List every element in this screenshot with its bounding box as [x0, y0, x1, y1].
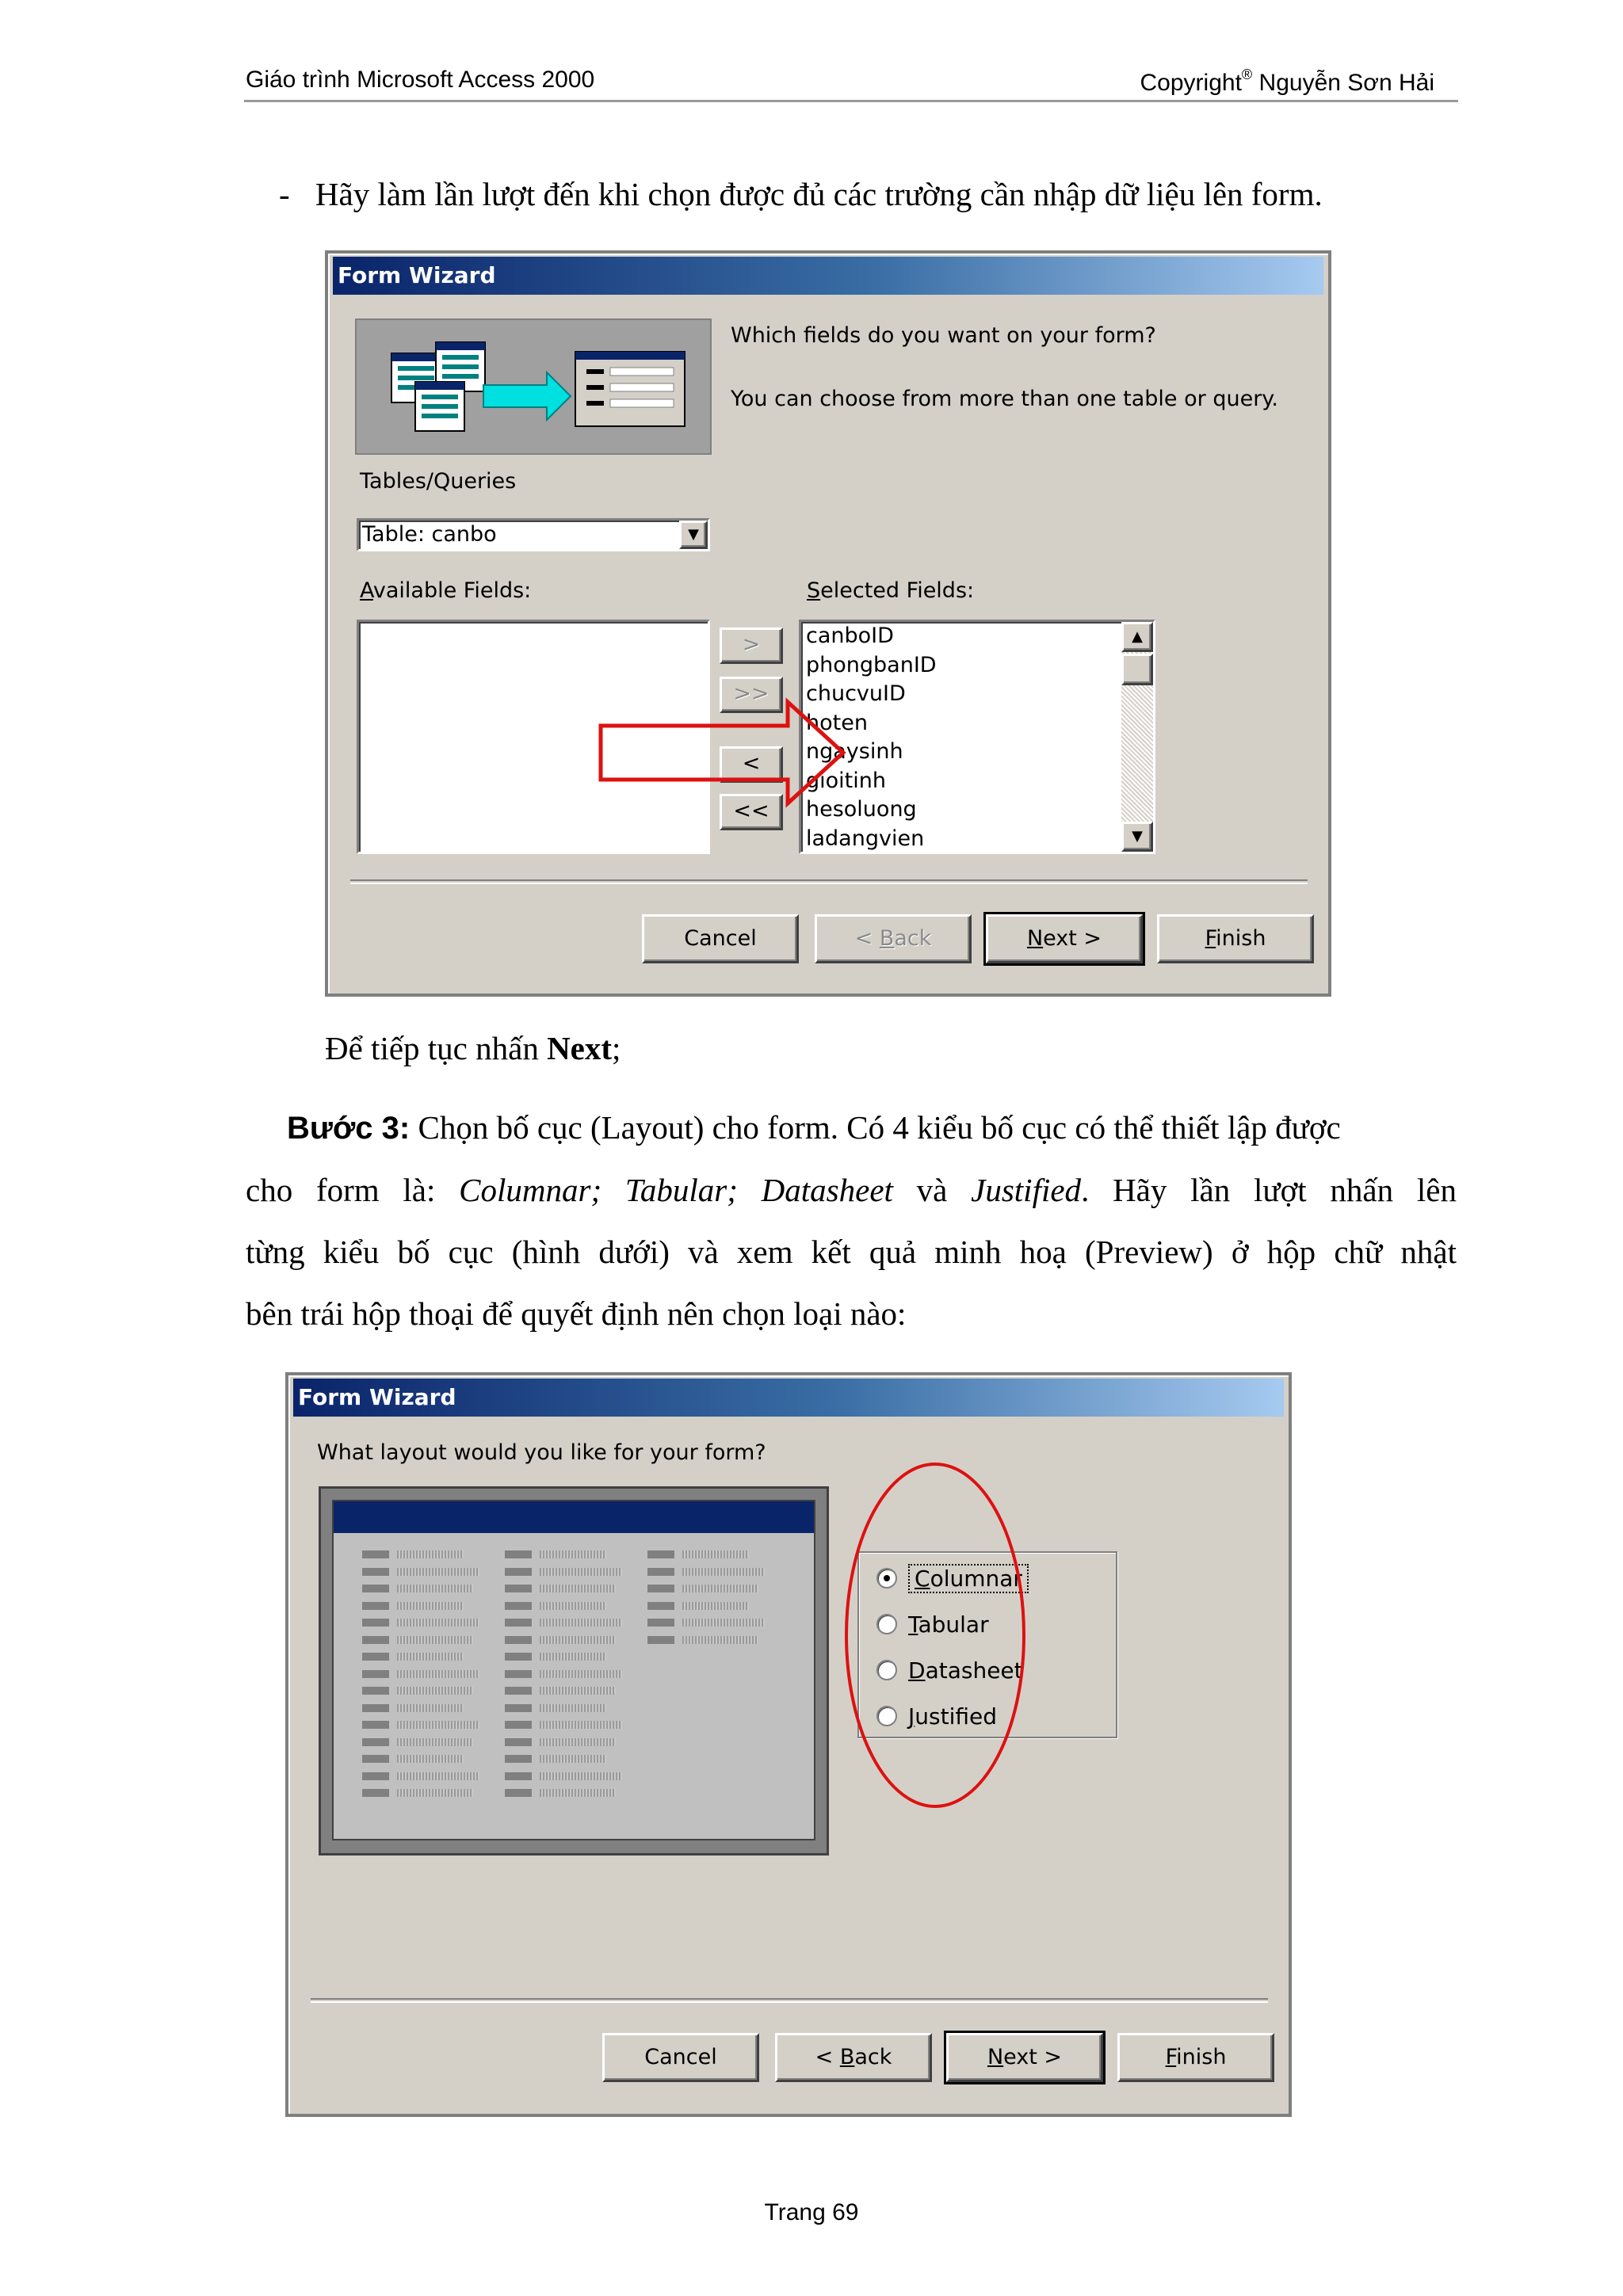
- scrollbar-thumb[interactable]: [1121, 654, 1153, 685]
- wizard-illustration: [355, 318, 712, 455]
- form-wizard-fields-dialog: [325, 250, 1331, 997]
- preview-label-bar: [647, 1550, 674, 1558]
- header-rule: [244, 100, 1458, 102]
- preview-field-bar: [540, 1670, 622, 1678]
- preview-field-bar: [397, 1602, 464, 1610]
- columnar-rest: olumnar: [930, 1566, 1022, 1592]
- bullet-item: [279, 163, 1323, 225]
- preview-label-bar: [505, 1636, 532, 1644]
- cancel-button[interactable]: Cancel: [642, 914, 799, 963]
- remove-all-fields-button[interactable]: <<: [720, 794, 783, 830]
- step3-line2-justified: Justified: [971, 1172, 1082, 1208]
- preview-label-bar: [505, 1738, 532, 1746]
- preview-label-bar: [505, 1653, 532, 1661]
- preview-label-bar: [505, 1789, 532, 1797]
- back-button-2-accesskey: B: [839, 2045, 855, 2069]
- scroll-down-icon[interactable]: ▼: [1121, 822, 1153, 852]
- finish-button-accesskey: F: [1205, 926, 1216, 951]
- preview-field-bar: [397, 1704, 464, 1712]
- preview-field-bar: [540, 1602, 606, 1610]
- tables-to-form-icon: [357, 320, 710, 453]
- preview-label-bar: [505, 1704, 532, 1712]
- finish-button-2-rest: inish: [1176, 2045, 1227, 2069]
- preview-field-bar: [397, 1789, 473, 1797]
- back-button-accesskey: B: [879, 926, 895, 951]
- author-name: Nguyễn Sơn Hải: [1258, 70, 1434, 96]
- preview-label-bar: [362, 1636, 389, 1644]
- preview-label-bar: [362, 1721, 389, 1729]
- preview-field-bar: [540, 1619, 622, 1627]
- preview-label-bar: [362, 1602, 389, 1610]
- red-arrow-annotation: [598, 697, 859, 808]
- preview-field-bar: [540, 1585, 616, 1592]
- preview-field-bar: [540, 1704, 606, 1712]
- preview-field-bar: [540, 1636, 616, 1644]
- step3-line2-layouts: Columnar; Tabular; Datasheet: [459, 1172, 893, 1208]
- preview-label-bar: [505, 1772, 532, 1780]
- selected-fields-label-text: elected Fields:: [820, 578, 975, 603]
- preview-label-bar: [362, 1619, 389, 1627]
- preview-label-bar: [362, 1687, 389, 1695]
- selected-field-item[interactable]: hesoluong: [806, 797, 917, 822]
- bullet-dash: -: [279, 176, 290, 212]
- preview-label-bar: [505, 1585, 532, 1592]
- selected-field-item[interactable]: phongbanID: [806, 652, 937, 677]
- tables-queries-label: Tables/Queries: [360, 469, 517, 494]
- preview-label-bar: [505, 1550, 532, 1558]
- dialog-titlebar: Form Wizard: [333, 257, 1323, 295]
- step3-paragraph: [246, 1097, 1457, 1344]
- finish-button-rest: inish: [1216, 926, 1266, 951]
- add-field-button[interactable]: >: [720, 627, 783, 664]
- preview-field-bar: [540, 1738, 616, 1746]
- preview-label-bar: [647, 1568, 674, 1576]
- preview-field-bar: [397, 1550, 464, 1558]
- preview-label-bar: [362, 1738, 389, 1746]
- preview-label-bar: [647, 1602, 674, 1610]
- preview-field-bar: [682, 1602, 749, 1610]
- page-number: Trang 69: [764, 2199, 859, 2225]
- preview-label-bar: [362, 1789, 389, 1797]
- preview-field-bar: [540, 1550, 606, 1558]
- tabular-rest: abular: [918, 1611, 989, 1638]
- preview-label-bar: [647, 1619, 674, 1627]
- back-button-2-rest: ack: [854, 2045, 892, 2069]
- preview-field-bar: [397, 1636, 473, 1644]
- continue-text: Để tiếp tục nhấn: [325, 1030, 548, 1066]
- next-button-accesskey: N: [1026, 926, 1044, 951]
- preview-field-bar: [540, 1789, 616, 1797]
- preview-field-bar: [682, 1568, 765, 1576]
- preview-field-bar: [540, 1755, 606, 1763]
- justified-rest: ustified: [915, 1703, 997, 1730]
- step3-line2: [246, 1159, 1457, 1221]
- registered-mark: ®: [1241, 67, 1253, 82]
- header-title: Giáo trình Microsoft Access 2000: [246, 67, 595, 93]
- step3-line2-c: . Hãy lần lượt nhấn lên: [1081, 1172, 1457, 1208]
- preview-field-bar: [682, 1550, 749, 1558]
- preview-label-bar: [505, 1568, 532, 1576]
- back-button-2-prefix: <: [815, 2045, 840, 2069]
- available-fields-accesskey: A: [360, 578, 373, 603]
- dialog2-separator: [311, 1998, 1268, 2003]
- tables-queries-select[interactable]: [357, 518, 710, 551]
- preview-field-bar: [397, 1568, 479, 1576]
- selected-fields-label: [807, 578, 974, 603]
- next-button[interactable]: [986, 914, 1143, 963]
- preview-field-bar: [397, 1585, 473, 1592]
- red-circle-annotation: [843, 1455, 1033, 1819]
- step3-line4: bên trái hộp thoại để quyết định nên chọn loại nào:: [246, 1295, 907, 1332]
- back-button-rest: ack: [894, 926, 932, 951]
- preview-label-bar: [362, 1550, 389, 1558]
- selected-field-item[interactable]: ngaysinh: [806, 739, 903, 764]
- preview-field-bar: [397, 1755, 464, 1763]
- tables-queries-value: Table: canbo: [362, 522, 497, 547]
- preview-label-bar: [647, 1585, 674, 1592]
- continue-bold: Next: [547, 1030, 613, 1066]
- finish-button-2-accesskey: F: [1165, 2045, 1177, 2069]
- justified-accesskey: J: [908, 1703, 915, 1730]
- preview-field-bar: [540, 1687, 616, 1695]
- preview-field-bar: [540, 1568, 622, 1576]
- preview-field-bar: [540, 1653, 606, 1661]
- next-button-2-accesskey: N: [987, 2045, 1004, 2069]
- preview-field-bar: [397, 1721, 479, 1729]
- cancel-button-2[interactable]: Cancel: [602, 2033, 759, 2082]
- scrollbar-track[interactable]: [1121, 622, 1153, 852]
- layout-question: What layout would you like for your form?: [317, 1440, 766, 1465]
- next-button-2[interactable]: [946, 2033, 1103, 2082]
- preview-label-bar: [362, 1755, 389, 1763]
- preview-label-bar: [505, 1687, 532, 1695]
- dialog2-titlebar: Form Wizard: [293, 1379, 1284, 1417]
- step3-label: Bước 3:: [287, 1111, 411, 1146]
- scroll-up-icon[interactable]: ▲: [1121, 622, 1153, 652]
- remove-field-button[interactable]: <: [720, 746, 783, 783]
- preview-field-bar: [682, 1585, 758, 1592]
- preview-fields: [334, 1501, 814, 1839]
- preview-form: [332, 1500, 815, 1840]
- preview-label-bar: [505, 1619, 532, 1627]
- form-wizard-layout-dialog: [285, 1372, 1292, 2117]
- preview-label-bar: [362, 1704, 389, 1712]
- fields-question: Which fields do you want on your form?: [731, 323, 1156, 348]
- preview-label-bar: [362, 1653, 389, 1661]
- continue-instruction: [325, 1017, 621, 1079]
- preview-field-bar: [397, 1772, 479, 1780]
- tabular-accesskey: T: [908, 1611, 918, 1638]
- next-button-2-rest: ext >: [1003, 2045, 1063, 2069]
- preview-field-bar: [397, 1687, 473, 1695]
- step3-line2-a: cho form là:: [246, 1172, 460, 1208]
- step3-line2-and: và: [892, 1172, 972, 1208]
- selected-field-item[interactable]: ladangvien: [806, 826, 925, 851]
- dialog-separator: [350, 879, 1308, 884]
- preview-label-bar: [505, 1670, 532, 1678]
- columnar-accesskey: C: [915, 1566, 930, 1592]
- bullet-text: Hãy làm lần lượt đến khi chọn được đủ các trường cần nhập dữ liệu lên form.: [315, 176, 1323, 212]
- selected-field-item[interactable]: chucvuID: [806, 681, 906, 706]
- selected-field-item[interactable]: gioitinh: [806, 768, 886, 793]
- layout-preview: [319, 1486, 829, 1855]
- step3-line1-text: Chọn bố cục (Layout) cho form. Có 4 kiểu bố cục có thể thiết lập được: [410, 1109, 1341, 1146]
- next-button-rest: ext >: [1043, 926, 1102, 951]
- preview-field-bar: [540, 1772, 622, 1780]
- header-copyright: [1140, 67, 1434, 97]
- datasheet-rest: atasheet: [925, 1657, 1023, 1684]
- preview-field-bar: [397, 1619, 479, 1627]
- preview-label-bar: [362, 1568, 389, 1576]
- preview-field-bar: [397, 1653, 464, 1661]
- back-button[interactable]: [815, 914, 972, 963]
- selected-fields-accesskey: S: [807, 578, 821, 603]
- preview-label-bar: [505, 1755, 532, 1763]
- preview-field-bar: [682, 1619, 765, 1627]
- fields-hint: You can choose from more than one table or query.: [731, 387, 1279, 411]
- copyright-word: Copyright: [1140, 70, 1242, 96]
- preview-field-bar: [540, 1721, 622, 1729]
- preview-field-bar: [397, 1670, 479, 1678]
- back-button-2[interactable]: [775, 2033, 932, 2082]
- preview-label-bar: [362, 1772, 389, 1780]
- preview-label-bar: [362, 1585, 389, 1592]
- datasheet-accesskey: D: [908, 1657, 926, 1684]
- selected-field-item[interactable]: canboID: [806, 624, 894, 648]
- continue-end: ;: [612, 1030, 621, 1066]
- selected-field-item[interactable]: hoten: [806, 710, 868, 735]
- dropdown-arrow-icon[interactable]: ▼: [679, 521, 708, 549]
- preview-label-bar: [505, 1721, 532, 1729]
- preview-label-bar: [647, 1636, 674, 1644]
- available-fields-label-text: vailable Fields:: [372, 578, 532, 603]
- preview-field-bar: [682, 1636, 758, 1644]
- preview-label-bar: [505, 1602, 532, 1610]
- preview-field-bar: [397, 1738, 473, 1746]
- finish-button-2[interactable]: [1117, 2033, 1274, 2082]
- step3-line1: [246, 1097, 1457, 1159]
- finish-button[interactable]: [1157, 914, 1314, 963]
- back-button-prefix: <: [854, 926, 880, 951]
- preview-label-bar: [362, 1670, 389, 1678]
- step3-line3: từng kiểu bố cục (hình dưới) và xem kết quả minh hoạ (Preview) ở hộp chữ nhật: [246, 1234, 1457, 1270]
- add-all-fields-button[interactable]: >>: [720, 677, 783, 713]
- available-fields-label: [360, 578, 531, 603]
